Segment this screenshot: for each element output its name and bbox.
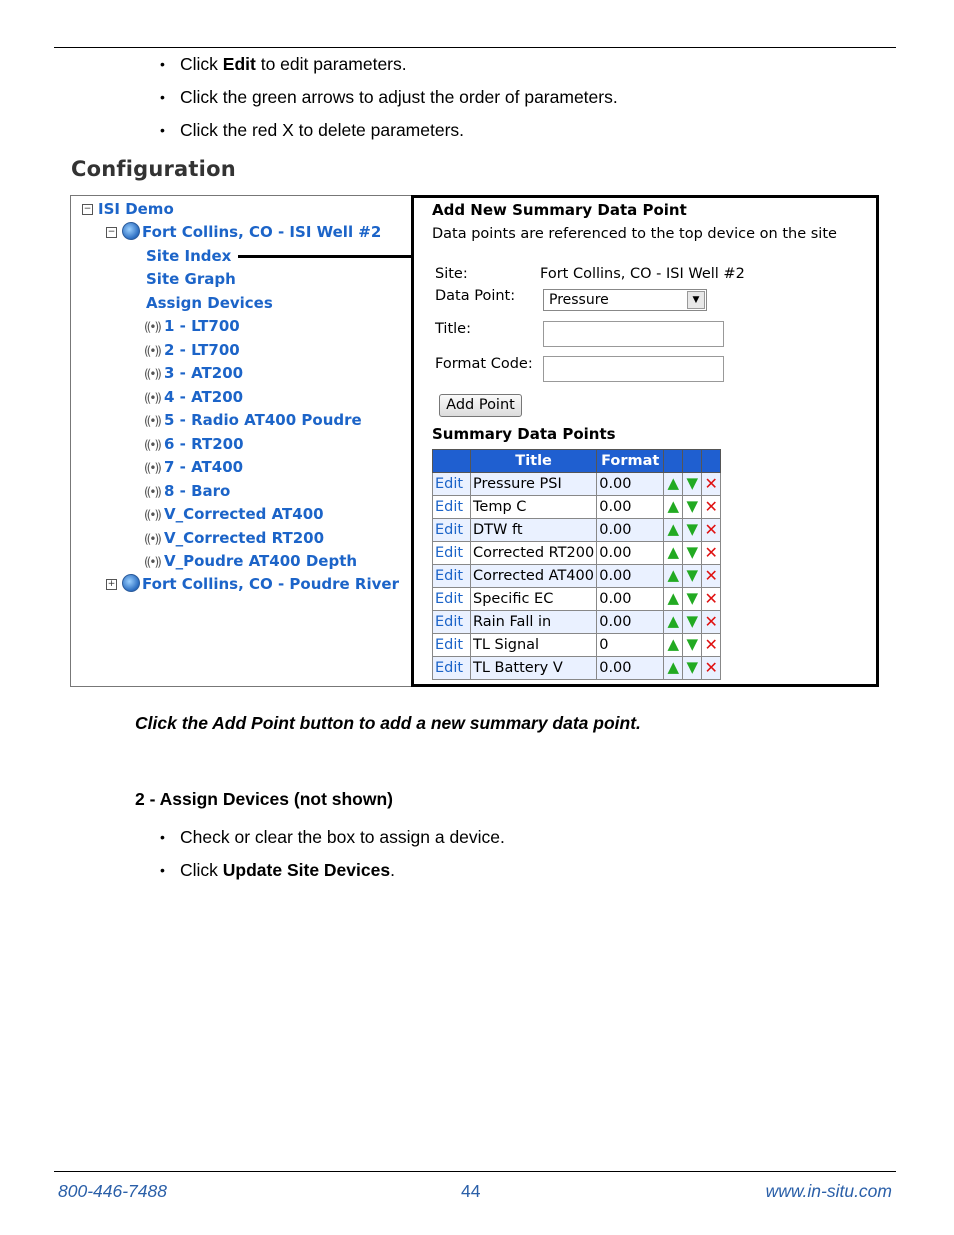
footer-url: www.in-situ.com [765, 1181, 892, 1201]
move-down-icon-glyph[interactable]: ▼ [686, 635, 698, 653]
delete-icon[interactable] [702, 542, 721, 565]
device-antenna-icon: ((•)) [144, 461, 160, 475]
figure-caption: Click the Add Point button to add a new summary data point. [135, 713, 641, 733]
table-row [433, 611, 721, 634]
move-down-icon-glyph[interactable]: ▼ [686, 589, 698, 607]
row-format: 0.00 [597, 657, 664, 680]
row-format: 0.00 [597, 473, 664, 496]
move-up-icon[interactable] [664, 473, 683, 496]
device-label[interactable]: 4 - AT200 [164, 387, 244, 406]
device-antenna-icon: ((•)) [144, 484, 160, 499]
row-title: Corrected AT400 [471, 565, 597, 588]
panel-heading: Add New Summary Data Point [432, 201, 687, 219]
footer-rule [54, 1171, 896, 1172]
device-antenna-icon: ((•)) [144, 414, 160, 428]
edit-link[interactable]: Edit [433, 519, 471, 542]
delete-icon-glyph[interactable]: ✕ [704, 588, 718, 608]
data-point-select[interactable] [543, 289, 707, 311]
table-row [433, 542, 721, 565]
edit-link[interactable]: Edit [433, 611, 471, 634]
move-up-icon[interactable] [664, 542, 683, 565]
expand-icon[interactable]: + [107, 579, 116, 589]
device-label[interactable]: V_Corrected RT200 [164, 528, 325, 547]
tree-site1-label[interactable]: Fort Collins, CO - ISI Well #2 [142, 223, 382, 241]
move-down-icon-glyph[interactable]: ▼ [686, 658, 698, 676]
move-up-icon[interactable] [664, 588, 683, 611]
tree-device-item[interactable] [144, 340, 240, 361]
tree-site-isi-well[interactable] [106, 222, 381, 242]
edit-link[interactable]: Edit [433, 657, 471, 680]
bullet-bold-text: Edit [222, 54, 256, 74]
bottom-bullet [160, 826, 505, 859]
tree-site-poudre-river[interactable] [106, 574, 399, 594]
move-up-icon-glyph[interactable]: ▲ [667, 635, 679, 653]
tree-device-item[interactable] [144, 387, 243, 408]
move-down-icon-glyph[interactable]: ▼ [686, 543, 698, 561]
move-up-icon[interactable] [664, 634, 683, 657]
row-format: 0.00 [597, 542, 664, 565]
move-up-icon-glyph[interactable]: ▲ [667, 589, 679, 607]
move-up-icon[interactable] [664, 657, 683, 680]
configuration-title: Configuration [71, 157, 236, 181]
tree-site2-label[interactable]: Fort Collins, CO - Poudre River [142, 575, 399, 593]
row-format: 0.00 [597, 588, 664, 611]
row-format: 0.00 [597, 496, 664, 519]
row-format: 0.00 [597, 519, 664, 542]
row-title: Specific EC [471, 588, 597, 611]
title-label: Title: [435, 321, 471, 337]
delete-icon[interactable] [702, 496, 721, 519]
row-title: Pressure PSI [471, 473, 597, 496]
device-label[interactable]: 3 - AT200 [164, 364, 244, 382]
device-label[interactable]: 2 - LT700 [164, 340, 240, 359]
move-up-icon-glyph[interactable]: ▲ [667, 520, 679, 538]
device-antenna-icon: ((•)) [144, 508, 160, 522]
edit-link[interactable]: Edit [433, 588, 471, 611]
format-code-input[interactable] [543, 356, 724, 382]
delete-icon-glyph[interactable]: ✕ [704, 519, 718, 539]
bullet-text-end: . [390, 860, 395, 880]
summary-table-body [433, 473, 721, 680]
tree-device-item[interactable] [144, 457, 243, 478]
device-label[interactable]: 8 - Baro [164, 481, 231, 500]
move-down-icon[interactable] [683, 519, 702, 542]
bullet-text: Click the green arrows to adjust the order of parameters. [180, 87, 618, 107]
device-label[interactable]: 6 - RT200 [164, 434, 244, 453]
bullet-bold-text: Update Site Devices [222, 860, 391, 880]
device-antenna-icon: ((•)) [144, 531, 160, 546]
move-up-icon-glyph[interactable]: ▲ [667, 543, 679, 561]
summary-data-table [432, 449, 721, 680]
move-down-icon[interactable] [683, 496, 702, 519]
device-antenna-icon: ((•)) [144, 320, 160, 334]
move-down-icon[interactable] [683, 473, 702, 496]
device-antenna-icon: ((•)) [144, 390, 160, 405]
site-tree [71, 196, 411, 686]
device-label[interactable]: 5 - Radio AT400 Poudre [164, 411, 362, 429]
configuration-screenshot [70, 195, 878, 687]
move-up-icon-glyph[interactable]: ▲ [667, 474, 679, 492]
delete-icon-glyph[interactable]: ✕ [704, 611, 718, 631]
dropdown-arrow-icon[interactable]: ▼ [687, 291, 705, 309]
globe-icon [122, 222, 140, 240]
add-summary-panel [411, 195, 879, 687]
delete-icon-glyph[interactable]: ✕ [704, 634, 718, 654]
move-up-icon-glyph[interactable]: ▲ [667, 566, 679, 584]
top-bullet [160, 86, 618, 119]
tree-device-item[interactable] [144, 481, 230, 502]
device-label[interactable]: V_Corrected AT400 [164, 505, 324, 523]
panel-subheading: Data points are referenced to the top device on the site [432, 226, 837, 242]
move-down-icon[interactable] [683, 657, 702, 680]
move-up-icon[interactable] [664, 565, 683, 588]
edit-link[interactable]: Edit [433, 473, 471, 496]
move-down-icon[interactable] [683, 588, 702, 611]
move-down-icon-glyph[interactable]: ▼ [686, 566, 698, 584]
tree-device-item[interactable] [144, 316, 240, 337]
callout-pointer-line [238, 255, 411, 258]
device-label[interactable]: V_Poudre AT400 Depth [164, 552, 358, 570]
delete-icon-glyph[interactable]: ✕ [704, 657, 718, 677]
move-down-icon[interactable] [683, 565, 702, 588]
bullet-text: Check or clear the box to assign a device. [180, 827, 505, 847]
device-antenna-icon: ((•)) [144, 555, 160, 569]
move-down-icon-glyph[interactable]: ▼ [686, 520, 698, 538]
tree-device-item[interactable] [144, 551, 357, 572]
delete-icon[interactable] [702, 634, 721, 657]
table-row [433, 565, 721, 588]
row-format: 0.00 [597, 565, 664, 588]
device-antenna-icon: ((•)) [144, 367, 160, 381]
move-up-icon[interactable] [664, 611, 683, 634]
table-row [433, 634, 721, 657]
site-value: Fort Collins, CO - ISI Well #2 [540, 266, 745, 282]
move-down-icon[interactable] [683, 611, 702, 634]
move-down-icon[interactable] [683, 634, 702, 657]
title-input[interactable] [543, 321, 724, 347]
delete-icon-glyph[interactable]: ✕ [704, 565, 718, 585]
tree-root-label[interactable]: ISI Demo [98, 200, 174, 218]
format-code-label: Format Code: [435, 356, 533, 372]
top-bullet [160, 119, 618, 152]
edit-link[interactable]: Edit [433, 634, 471, 657]
delete-icon[interactable] [702, 519, 721, 542]
site-index-link[interactable]: Site Index [146, 247, 232, 265]
summary-heading: Summary Data Points [432, 425, 616, 443]
tree-link-site-graph[interactable] [146, 269, 236, 289]
tree-device-item[interactable] [144, 363, 243, 384]
data-point-label: Data Point: [435, 288, 516, 304]
footer-phone: 800-446-7488 [58, 1181, 167, 1201]
delete-icon-glyph[interactable]: ✕ [704, 542, 718, 562]
collapse-icon[interactable]: − [83, 204, 92, 214]
data-point-selected: Pressure [549, 292, 609, 308]
header-up [664, 450, 683, 473]
table-row [433, 496, 721, 519]
move-down-icon-glyph[interactable]: ▼ [686, 612, 698, 630]
tree-link-site-index[interactable] [146, 246, 231, 266]
row-format: 0 [597, 634, 664, 657]
globe-icon [122, 574, 140, 592]
table-row [433, 519, 721, 542]
bottom-bullet [160, 859, 505, 892]
site-label: Site: [435, 266, 468, 282]
tree-device-item[interactable] [144, 528, 324, 549]
move-up-icon-glyph[interactable]: ▲ [667, 658, 679, 676]
move-down-icon[interactable] [683, 542, 702, 565]
header-title: Title [471, 450, 597, 473]
row-title: Corrected RT200 [471, 542, 597, 565]
step-heading: 2 - Assign Devices (not shown) [135, 789, 394, 809]
move-up-icon-glyph[interactable]: ▲ [667, 497, 679, 515]
delete-icon-glyph[interactable]: ✕ [704, 496, 718, 516]
header-rule [54, 47, 896, 48]
row-title: Rain Fall in [471, 611, 597, 634]
delete-icon[interactable] [702, 473, 721, 496]
device-antenna-icon: ((•)) [144, 343, 160, 358]
table-row [433, 657, 721, 680]
tree-device-item[interactable] [144, 410, 362, 431]
move-down-icon-glyph[interactable]: ▼ [686, 474, 698, 492]
header-delete [702, 450, 721, 473]
row-format: 0.00 [597, 611, 664, 634]
delete-icon-glyph[interactable]: ✕ [704, 473, 718, 493]
row-title: DTW ft [471, 519, 597, 542]
row-title: TL Battery V [471, 657, 597, 680]
tree-device-item[interactable] [144, 434, 244, 455]
bullet-text: Click [180, 860, 223, 880]
move-up-icon-glyph[interactable]: ▲ [667, 612, 679, 630]
top-bullet [160, 53, 618, 86]
top-bullet-list [160, 53, 618, 152]
header-down [683, 450, 702, 473]
table-row [433, 588, 721, 611]
row-title: Temp C [471, 496, 597, 519]
delete-icon[interactable] [702, 565, 721, 588]
assign-devices-link[interactable]: Assign Devices [146, 294, 273, 312]
delete-icon[interactable] [702, 611, 721, 634]
edit-link[interactable]: Edit [433, 496, 471, 519]
move-down-icon-glyph[interactable]: ▼ [686, 497, 698, 515]
move-up-icon[interactable] [664, 496, 683, 519]
device-label[interactable]: 7 - AT400 [164, 458, 244, 476]
tree-root[interactable] [82, 199, 174, 219]
tree-device-item[interactable] [144, 504, 324, 525]
edit-link[interactable]: Edit [433, 565, 471, 588]
site-graph-link[interactable]: Site Graph [146, 270, 236, 288]
collapse-icon[interactable]: − [107, 227, 116, 237]
header-edit [433, 450, 471, 473]
row-title: TL Signal [471, 634, 597, 657]
add-point-button[interactable]: Add Point [439, 394, 522, 417]
edit-link[interactable]: Edit [433, 542, 471, 565]
footer-page-number: 44 [461, 1181, 481, 1201]
delete-icon[interactable] [702, 588, 721, 611]
bullet-text: Click the red X to delete parameters. [180, 120, 465, 140]
bullet-text-end: to edit parameters. [255, 54, 407, 74]
move-up-icon[interactable] [664, 519, 683, 542]
bullet-text: Click [180, 54, 223, 74]
bottom-bullet-list [160, 826, 505, 892]
header-format: Format [597, 450, 664, 473]
table-row [433, 473, 721, 496]
device-antenna-icon: ((•)) [144, 437, 160, 452]
tree-link-assign-devices[interactable] [146, 293, 273, 313]
delete-icon[interactable] [702, 657, 721, 680]
device-label[interactable]: 1 - LT700 [164, 317, 240, 335]
